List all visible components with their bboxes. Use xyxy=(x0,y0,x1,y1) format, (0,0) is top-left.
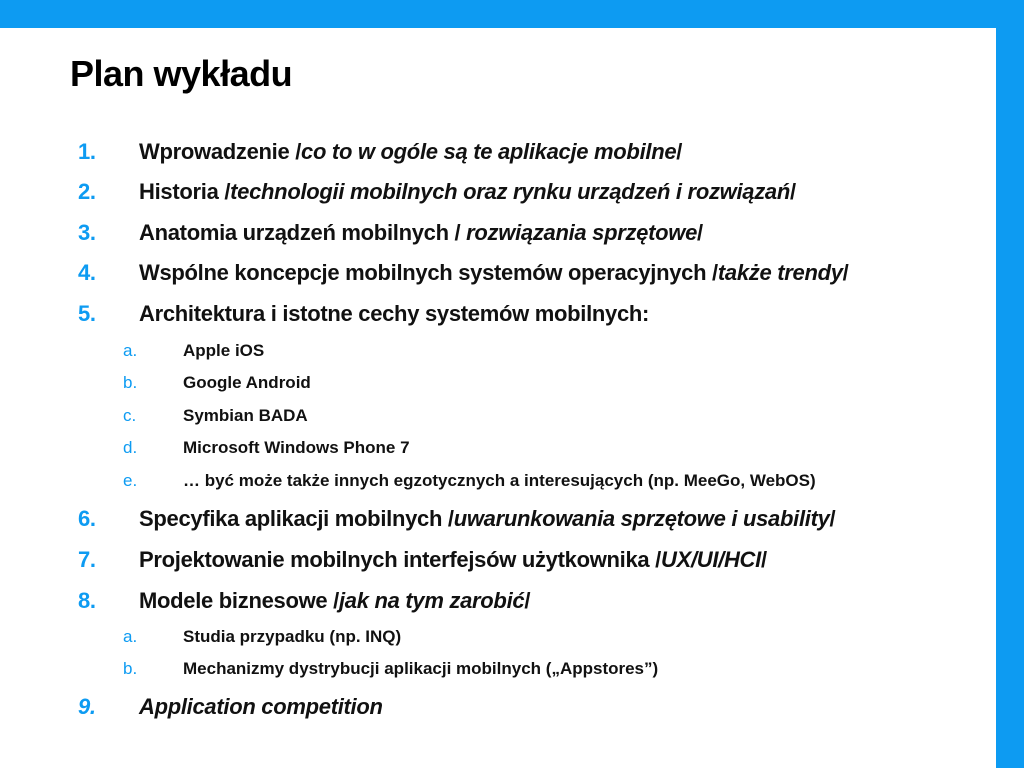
sub-list-item-text: Apple iOS xyxy=(183,341,265,360)
list-item-text: Modele biznesowe /jak na tym zarobić/ xyxy=(139,588,531,613)
sub-list-item-text: Studia przypadku (np. INQ) xyxy=(183,627,402,646)
list-number: 1. xyxy=(78,139,96,164)
list-item-text: Wprowadzenie /co to w ogóle są te aplikacje mobilne/ xyxy=(139,139,683,164)
list-number: 9. xyxy=(78,694,96,719)
slide-title: Plan wykładu xyxy=(70,53,293,94)
sub-list-item-text: Microsoft Windows Phone 7 xyxy=(183,438,410,457)
list-number: 6. xyxy=(78,506,96,531)
sub-list-item-text: Symbian BADA xyxy=(183,406,308,425)
list-number: 2. xyxy=(78,179,96,204)
sub-list-item-text: Google Android xyxy=(183,373,311,392)
sub-list-letter: c. xyxy=(123,406,137,425)
list-number: 3. xyxy=(78,220,96,245)
sub-list-item-text: … być może także innych egzotycznych a interesujących (np. MeeGo, WebOS) xyxy=(183,471,816,490)
list-item-text: Specyfika aplikacji mobilnych /uwarunkowania sprzętowe i usability/ xyxy=(139,506,836,531)
list-number: 4. xyxy=(78,260,96,285)
sub-list-letter: b. xyxy=(123,373,138,392)
list-item-text: Projektowanie mobilnych interfejsów użytkownika /UX/UI/HCI/ xyxy=(139,547,767,572)
sub-list-letter: e. xyxy=(123,471,138,490)
list-number: 8. xyxy=(78,588,96,613)
sub-list-letter: d. xyxy=(123,438,138,457)
list-number: 7. xyxy=(78,547,96,572)
sub-list-letter: a. xyxy=(123,627,138,646)
sub-list-item-text: Mechanizmy dystrybucji aplikacji mobilnych („Appstores”) xyxy=(183,659,659,678)
list-item-text: Application competition xyxy=(139,694,383,719)
list-item-text: Anatomia urządzeń mobilnych / rozwiązania sprzętowe/ xyxy=(139,220,703,245)
list-item-text: Wspólne koncepcje mobilnych systemów operacyjnych /także trendy/ xyxy=(139,260,849,285)
right-accent-bar xyxy=(996,28,1024,768)
sub-list-letter: b. xyxy=(123,659,138,678)
list-number: 5. xyxy=(78,301,96,326)
sub-list-letter: a. xyxy=(123,341,138,360)
list-item-text: Architektura i istotne cechy systemów mobilnych: xyxy=(139,301,650,326)
list-item-text: Historia /technologii mobilnych oraz rynku urządzeń i rozwiązań/ xyxy=(139,179,796,204)
